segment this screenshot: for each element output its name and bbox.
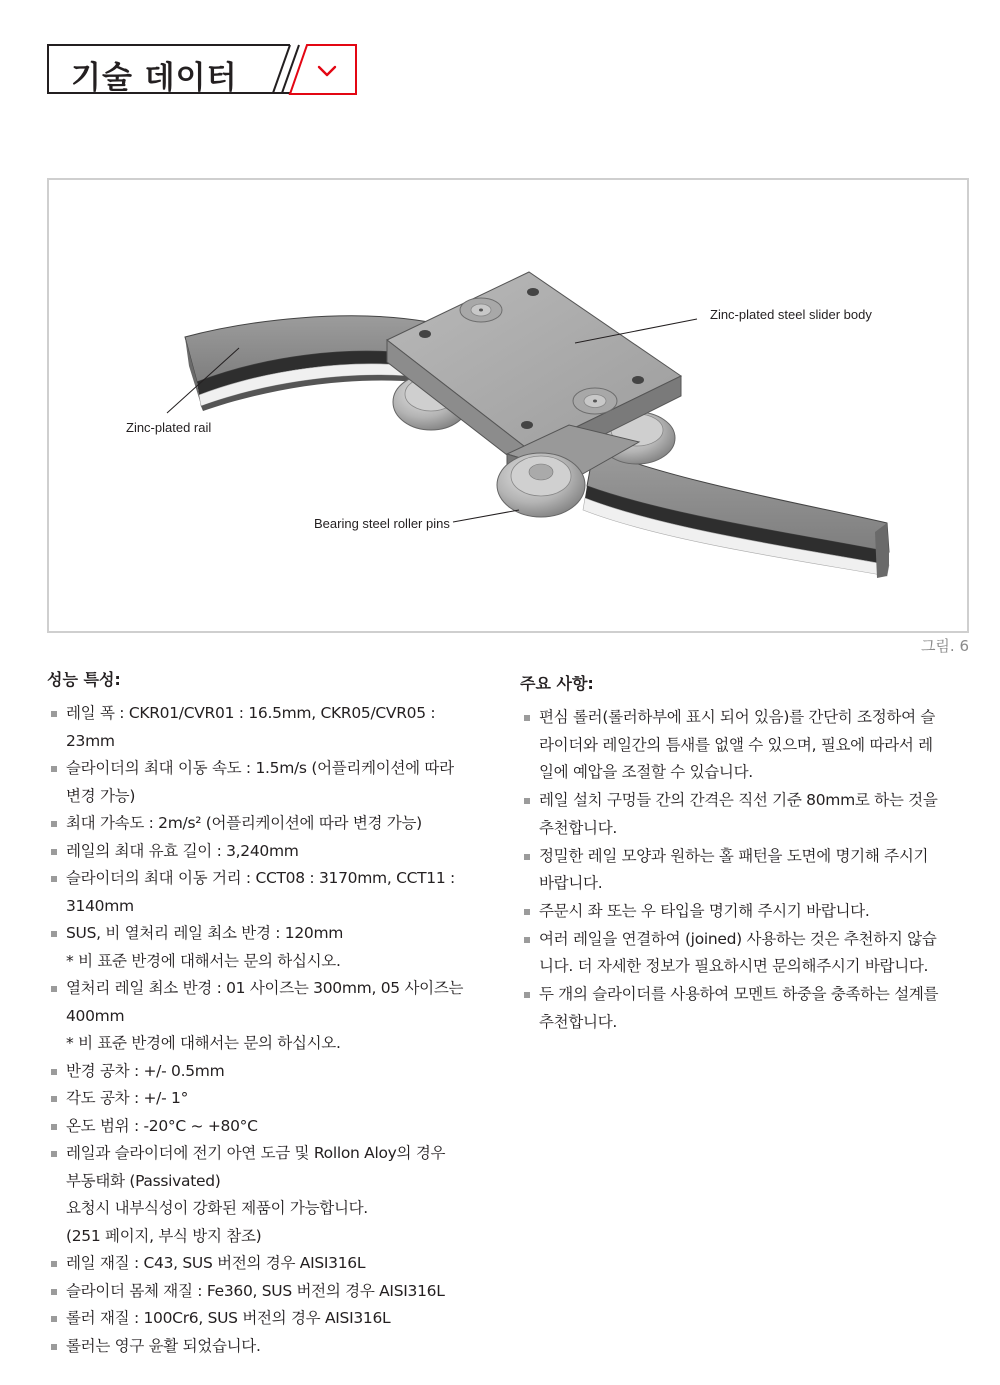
square-bullet-icon (51, 1096, 57, 1102)
list-item (520, 704, 975, 787)
square-bullet-icon (524, 937, 530, 943)
list-item-text: 요청시 내부식성이 강화된 제품이 가능합니다. (66, 1199, 368, 1217)
list-item-text: 라이더와 레일간의 틈새를 없앨 수 있으며, 필요에 따라서 레 (539, 735, 933, 754)
notes-section (520, 672, 975, 1036)
list-item (47, 975, 497, 1058)
figure-caption: 그림. 6 (920, 637, 969, 655)
header-frame (47, 44, 359, 98)
list-item (520, 843, 975, 898)
list-item-text: 롤러 재질 : 100Cr6, SUS 버전의 경우 AISI316L (66, 1309, 391, 1327)
list-item-text: SUS, 비 열처리 레일 최소 반경 : 120mm (66, 924, 344, 942)
list-item-text: * 비 표준 반경에 대해서는 문의 하십시오. (66, 951, 341, 970)
square-bullet-icon (51, 766, 57, 772)
list-item-text: 3140mm (66, 896, 134, 915)
square-bullet-icon (524, 854, 530, 860)
list-item-text: 레일과 슬라이더에 전기 아연 도금 및 Rollon Aloy의 경우 (66, 1144, 446, 1162)
list-item-text: 일에 예압을 조절할 수 있습니다. (539, 763, 753, 782)
square-bullet-icon (51, 1151, 57, 1157)
list-item (520, 787, 975, 842)
rail-label: Zinc-plated rail (126, 420, 212, 435)
list-item (520, 898, 975, 926)
slider-body-label: Zinc-plated steel slider body (710, 307, 872, 322)
list-item-text: 변경 가능) (66, 786, 136, 805)
list-item-text: (251 페이지, 부식 방지 참조) (66, 1226, 262, 1245)
list-item (47, 1250, 497, 1278)
square-bullet-icon (51, 1124, 57, 1130)
square-bullet-icon (51, 1316, 57, 1322)
list-item-text: 열처리 레일 최소 반경 : 01 사이즈는 300mm, 05 사이즈는 (66, 979, 464, 997)
square-bullet-icon (524, 798, 530, 804)
square-bullet-icon (524, 992, 530, 998)
list-item-text: 최대 가속도 : 2m/s² (어플리케이션에 따라 변경 가능) (66, 814, 422, 832)
list-item-text: 부동태화 (Passivated) (66, 1171, 221, 1190)
list-item-text: 슬라이더의 최대 이동 거리 : CCT08 : 3170mm, CCT11 : (66, 869, 455, 887)
performance-list (47, 700, 497, 1360)
curved-rail-slider-illustration (49, 180, 967, 631)
list-item (47, 838, 497, 866)
list-item-text: 반경 공차 : +/- 0.5mm (66, 1061, 225, 1080)
square-bullet-icon (524, 909, 530, 915)
list-item-text: 두 개의 슬라이더를 사용하여 모멘트 하중을 충족하는 설계를 (539, 985, 939, 1004)
notes-list (520, 704, 975, 1036)
list-item-text: 바랍니다. (539, 874, 603, 893)
square-bullet-icon (51, 1069, 57, 1075)
list-item (520, 981, 975, 1036)
list-item-text: 400mm (66, 1006, 125, 1025)
list-item (47, 1333, 497, 1361)
square-bullet-icon (524, 715, 530, 721)
list-item-text: 추천합니다. (539, 1012, 617, 1031)
list-item (47, 865, 497, 920)
square-bullet-icon (51, 1289, 57, 1295)
list-item-text: 23mm (66, 731, 115, 750)
square-bullet-icon (51, 931, 57, 937)
list-item-text: 슬라이더 몸체 재질 : Fe360, SUS 버전의 경우 AISI316L (66, 1281, 445, 1300)
list-item-text: 주문시 좌 또는 우 타입을 명기해 주시기 바랍니다. (539, 901, 870, 920)
list-item-text: 온도 범위 : -20°C ~ +80°C (66, 1116, 258, 1135)
square-bullet-icon (51, 876, 57, 882)
list-item-text: * 비 표준 반경에 대해서는 문의 하십시오. (66, 1034, 341, 1052)
list-item-text: 추천합니다. (539, 818, 617, 837)
figure-panel (47, 178, 969, 633)
list-item-text: 롤러는 영구 윤활 되었습니다. (66, 1336, 261, 1355)
list-item-text: 슬라이더의 최대 이동 속도 : 1.5m/s (어플리케이션에 따라 (66, 759, 454, 777)
list-item-text: 레일 폭 : CKR01/CVR01 : 16.5mm, CKR05/CVR05 : (66, 704, 436, 722)
list-item (47, 1085, 497, 1113)
square-bullet-icon (51, 1261, 57, 1267)
list-item-text: 레일의 최대 유효 길이 : 3,240mm (66, 841, 299, 860)
list-item (47, 1278, 497, 1306)
list-item (520, 926, 975, 981)
list-item-text: 니다. 더 자세한 정보가 필요하시면 문의해주시기 바랍니다. (539, 957, 929, 976)
list-item (47, 1113, 497, 1141)
list-item (47, 1305, 497, 1333)
performance-heading: 성능 특성: (47, 670, 121, 689)
performance-section (47, 668, 497, 1360)
square-bullet-icon (51, 849, 57, 855)
square-bullet-icon (51, 821, 57, 827)
list-item-text: 여러 레일을 연결하여 (joined) 사용하는 것은 추천하지 않습 (539, 929, 937, 948)
square-bullet-icon (51, 711, 57, 717)
list-item (47, 700, 497, 755)
section-header (47, 44, 359, 98)
page-title: 기술 데이터 (71, 60, 238, 96)
list-item-text: 레일 재질 : C43, SUS 버전의 경우 AISI316L (66, 1254, 366, 1272)
chevron-down-icon[interactable] (317, 64, 337, 78)
notes-heading: 주요 사항: (520, 674, 594, 693)
list-item (47, 1140, 497, 1250)
list-item (47, 1058, 497, 1086)
list-item-text: 각도 공차 : +/- 1° (66, 1089, 189, 1107)
list-item-text: 정밀한 레일 모양과 원하는 홀 패턴을 도면에 명기해 주시기 (539, 846, 929, 865)
list-item (47, 920, 497, 975)
list-item (47, 755, 497, 810)
square-bullet-icon (51, 1344, 57, 1350)
roller-pins-label: Bearing steel roller pins (314, 516, 450, 531)
square-bullet-icon (51, 986, 57, 992)
list-item-text: 레일 설치 구멍들 간의 간격은 직선 기준 80mm로 하는 것을 (539, 791, 938, 810)
list-item (47, 810, 497, 838)
list-item-text: 편심 롤러(롤러하부에 표시 되어 있음)를 간단히 조정하여 슬 (539, 708, 936, 726)
